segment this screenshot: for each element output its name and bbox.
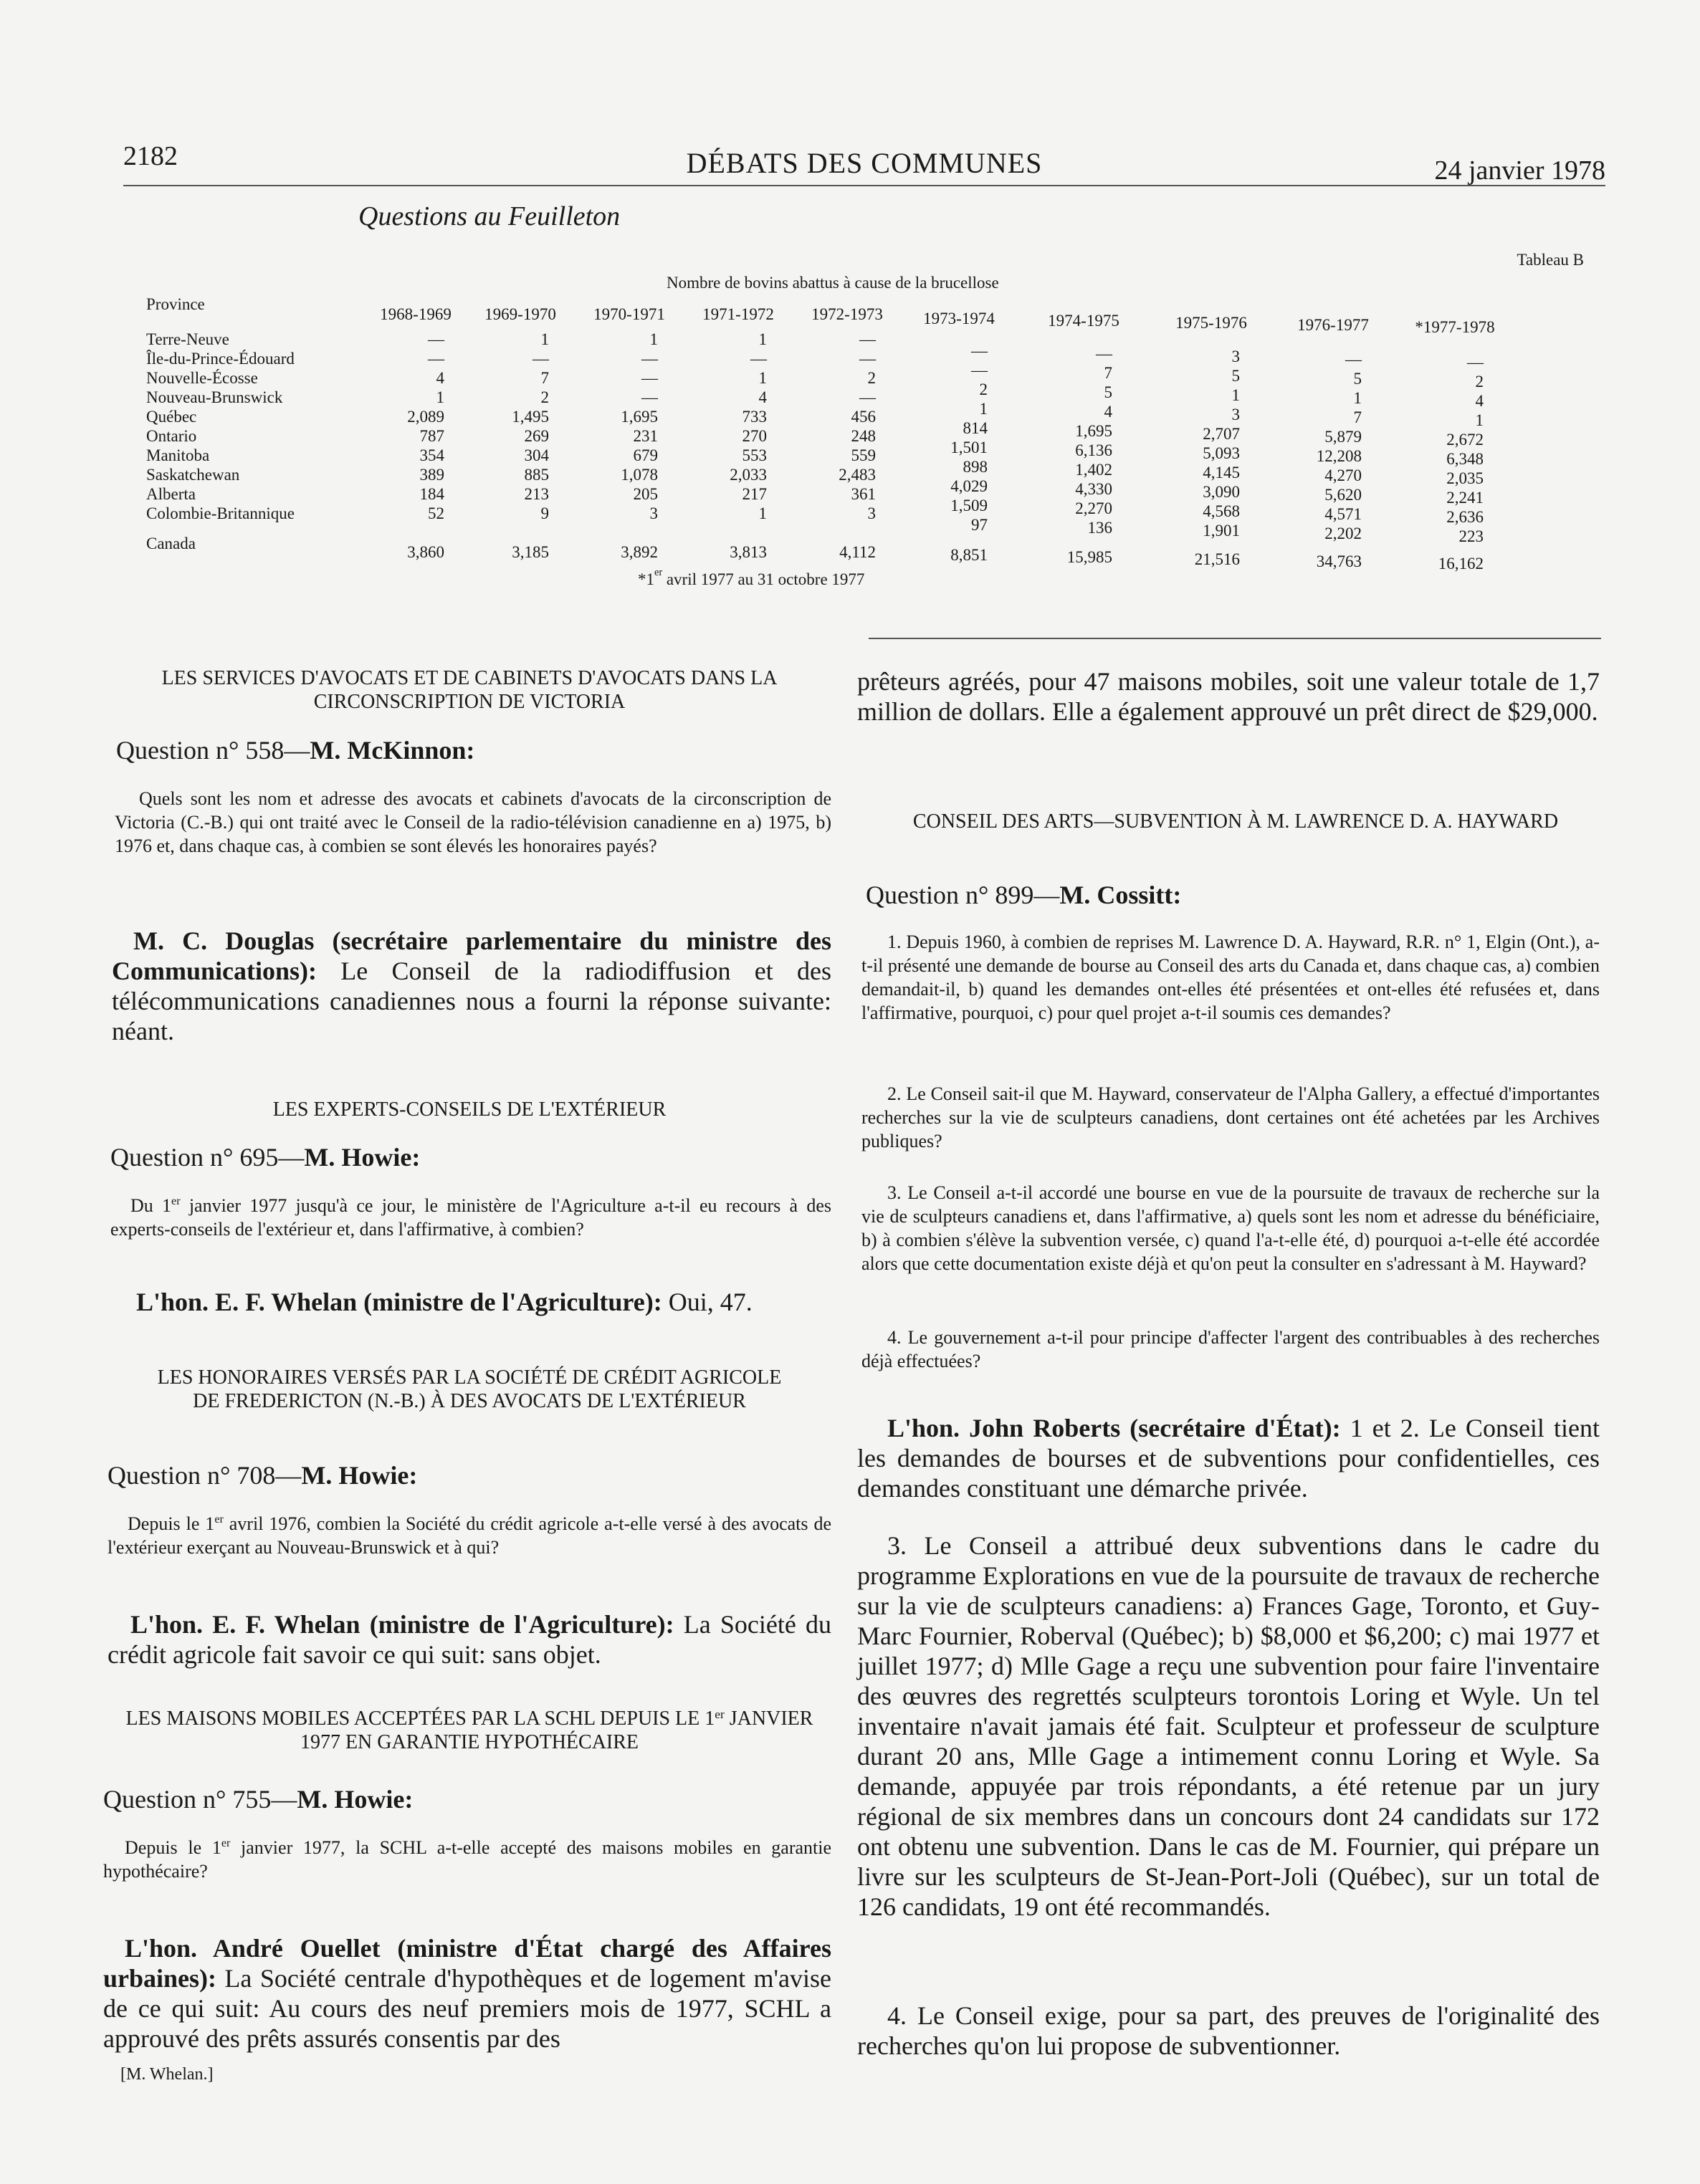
table-cell: 1,501 [950, 439, 988, 456]
section-experts-conseils [108, 1098, 831, 1121]
table-total: 4,112 [839, 543, 876, 561]
answer-text: 3. Le Conseil a attribué deux subventions dans le cadre du programme Explorations en vue de la poursuite de travaux de recherche sur la vie de sculpteurs canadiens: a) Frances Gage, Toronto, et Guy-Marc Fournier, Roberval (Québec); b) $8,000 et $6,200; c) mai 1977 et juillet 1977; d) Mlle Gage a reçu une subvention pour faire l'inventaire des œuvres des regrettés sculpteurs torontois Loring et Wyle. Un tel inventaire n'avait jamais été fait. Sculpteur et professeur de sculpture durant 20 ans, Mlle Gage a intimement connu Loring et Wyle. Sa demande, appuyée par trois répondants, a été retenue par un jury régional de six membres dans un concours dont 24 candidats sur 172 ont obtenu une subvention. Dans le cas de M. Fournier, qui prépare un livre sur les sculpteurs de St-Jean-Port-Joli (Québec), sur un total de 126 candidats, 19 ont été recommandés. [857, 1531, 1600, 1921]
question-number: Question n° 695— [110, 1143, 305, 1172]
question-899-p4 [861, 1326, 1600, 1373]
table-cell: 2 [979, 380, 988, 398]
year-header: 1970-1971 [593, 305, 665, 323]
table-cell: 4,145 [1203, 464, 1240, 482]
question-member: M. Howie: [297, 1785, 414, 1814]
answer-speaker: L'hon. André Ouellet (ministre d'État chargé des Affaires urbaines): [103, 1934, 831, 1993]
province-name: Québec [146, 408, 197, 426]
table-cell: 2 [540, 388, 549, 406]
table-cell: 2,483 [839, 466, 876, 484]
ordinal-sup: er [214, 1513, 224, 1526]
table-cell: 1,078 [621, 466, 658, 484]
table-cell: 4,568 [1203, 502, 1240, 520]
table-cell: 1,695 [1075, 422, 1112, 440]
table-cell: 2,636 [1446, 508, 1484, 526]
issue-date: 24 janvier 1978 [1434, 155, 1605, 186]
province-list [146, 330, 295, 523]
table-cell: 1 [436, 388, 444, 406]
table-cell: 2,707 [1203, 425, 1240, 443]
table-cell: — [428, 330, 444, 348]
table-cell: 559 [851, 446, 876, 464]
table-column [1283, 350, 1362, 543]
table-cell: 2,035 [1446, 469, 1484, 487]
year-header: 1971-1972 [702, 305, 774, 323]
table-cell: 1 [649, 330, 658, 348]
question-text: 2. Le Conseil sait-il que M. Hayward, conservateur de l'Alpha Gallery, a effectué d'importantes recherches sur la vie de sculpteurs canadiens, dont certaines ont été achetées par les Archives publiques? [861, 1083, 1600, 1151]
year-header: 1976-1977 [1297, 316, 1369, 334]
answer-558 [112, 926, 831, 1046]
table-cell: 2,202 [1324, 525, 1362, 542]
question-899-p1 [861, 930, 1600, 1025]
table-cell: 4 [758, 388, 767, 406]
province-name: Manitoba [146, 446, 210, 464]
table-cell: 184 [419, 485, 444, 503]
brucellosis-table [143, 244, 1584, 602]
table-cell: 361 [851, 485, 876, 503]
question-text-cont: janvier 1977 jusqu'à ce jour, le ministère de l'Agriculture a-t-il eu recours à des experts-conseils de l'extérieur et, dans l'affirmative, à combien? [110, 1195, 831, 1240]
publication-title: DÉBATS DES COMMUNES [686, 147, 1043, 179]
table-cell: — [533, 350, 549, 368]
answer-text: Oui, 47. [662, 1288, 753, 1316]
table-cell: — [859, 330, 876, 348]
table-cell: 3 [867, 504, 876, 522]
table-label: Tableau B [1517, 251, 1584, 269]
table-total: 3,860 [407, 543, 444, 561]
question-text: Depuis le 1 [128, 1513, 215, 1534]
table-cell: 3 [1231, 348, 1240, 365]
question-695 [110, 1142, 831, 1172]
table-cell: — [971, 361, 988, 379]
province-name: Saskatchewan [146, 466, 240, 484]
question-558-text [115, 787, 831, 858]
table-cell: — [641, 350, 658, 368]
province-name: Terre-Neuve [146, 330, 229, 348]
table-cell: 7 [1353, 408, 1362, 426]
table-cell: 4 [436, 369, 444, 387]
table-column [579, 330, 658, 523]
table-cell: 1,495 [512, 408, 549, 426]
section-title: LES MAISONS MOBILES ACCEPTÉES PAR LA SCHL DEPUIS LE 1 [125, 1708, 715, 1730]
question-text: Depuis le 1 [125, 1837, 221, 1858]
table-total: 34,763 [1316, 552, 1362, 570]
table-cell: 885 [524, 466, 549, 484]
table-cell: — [859, 350, 876, 368]
canada-label: Canada [146, 535, 196, 552]
table-cell: 5,093 [1203, 444, 1240, 462]
table-total: 3,813 [730, 543, 767, 561]
answer-899-part3 [857, 1531, 1600, 1922]
table-cell: 12,208 [1316, 447, 1362, 465]
year-header: 1972-1973 [811, 305, 883, 323]
answer-speaker: L'hon. E. F. Whelan (ministre de l'Agriculture): [136, 1288, 662, 1316]
answer-899 [857, 1413, 1600, 1503]
answer-speaker: M. C. Douglas (secrétaire parlementaire du ministre des Communications): [112, 926, 831, 985]
table-cell: 1 [540, 330, 549, 348]
ordinal-sup: er [171, 1195, 181, 1208]
table-cell: 136 [1087, 519, 1112, 537]
table-cell: 3 [649, 504, 658, 522]
table-cell: 1 [1353, 389, 1362, 407]
table-cell: 5 [1353, 370, 1362, 388]
section-title: LES EXPERTS-CONSEILS DE L'EXTÉRIEUR [272, 1098, 667, 1121]
table-cell: 1,402 [1075, 461, 1112, 479]
table-cell: 4,330 [1075, 480, 1112, 498]
table-column [1405, 353, 1484, 546]
question-text: 3. Le Conseil a-t-il accordé une bourse en vue de la poursuite de travaux de recherche sur la vie de sculpteurs canadiens et, dans l'affirmative, a) quels sont les nom et adresse du bénéficiaire, b) à combien s'élève la subvention versée, c) quand l'a-t-elle été, d) pourquoi a-t-elle été accordée alors que cette documentation existe déjà et qu'on peut la consulter en s'adressant à M. Hayward? [861, 1182, 1600, 1274]
table-cell: 2,672 [1446, 431, 1484, 449]
table-cell: 1 [758, 330, 767, 348]
question-755-text [103, 1836, 831, 1883]
table-cell: 213 [524, 485, 549, 503]
table-cell: 4,270 [1324, 466, 1362, 484]
table-cell: 814 [963, 419, 988, 437]
page-number: 2182 [123, 141, 178, 171]
table-cell: 223 [1458, 527, 1484, 545]
rubric: Questions au Feuilleton [358, 201, 621, 231]
table-cell: 1 [1231, 386, 1240, 404]
province-name: Alberta [146, 485, 196, 503]
answer-755-continued [857, 666, 1600, 727]
question-member: M. Howie: [304, 1143, 421, 1172]
table-cell: 2,241 [1446, 489, 1484, 507]
question-text: Quels sont les nom et adresse des avocats et cabinets d'avocats de la circonscription de Victoria (C.-B.) qui ont traité avec le Conseil de la radio-télévision canadienne en a) 1975, b) 1976 et, dans chaque cas, à combien se sont élevés les honoraires payés? [115, 788, 831, 856]
table-cell: 553 [742, 446, 767, 464]
question-member: M. Cossitt: [1059, 881, 1182, 909]
question-member: M. Howie: [301, 1461, 418, 1490]
table-cell: 1 [1475, 411, 1484, 429]
table-cell: — [971, 342, 988, 360]
question-899-p3 [861, 1181, 1600, 1275]
answer-text: 1 et 2. Le Conseil tient les demandes de bourses et de subventions pour confidentielles, ces demandes constituant une démarche privée. [857, 1414, 1600, 1503]
table-cell: — [750, 350, 767, 368]
table-cell: 4 [1475, 392, 1484, 410]
question-text: Du 1 [130, 1195, 172, 1216]
table-caption: Nombre de bovins abattus à cause de la brucellose [667, 274, 999, 292]
year-header: *1977-1978 [1415, 318, 1495, 336]
table-cell: 248 [851, 427, 876, 445]
answer-695 [136, 1287, 831, 1317]
footnote-sup: er [654, 567, 663, 579]
table-cell: 1,901 [1203, 522, 1240, 540]
table-column [366, 330, 444, 523]
table-total: 21,516 [1194, 550, 1240, 568]
year-header: 1974-1975 [1048, 312, 1119, 330]
table-cell: 2,033 [730, 466, 767, 484]
section-title: LES HONORAIRES VERSÉS PAR LA SOCIÉTÉ DE CRÉDIT AGRICOLE DE FREDERICTON (N.-B.) À DES AVOCATS DE L'EXTÉRIEUR [157, 1366, 782, 1412]
table-column [1033, 344, 1112, 537]
year-header: 1969-1970 [484, 305, 556, 323]
table-total: 8,851 [950, 546, 988, 564]
answer-899-part4 [857, 2001, 1600, 2061]
table-total: 3,892 [621, 543, 658, 561]
question-text-cont: janvier 1977, la SCHL a-t-elle accepté des maisons mobiles en garantie hypothécaire? [103, 1837, 832, 1882]
table-column [797, 330, 876, 523]
table-footnote [638, 567, 865, 589]
table-total: 15,985 [1066, 548, 1112, 566]
section-honoraires-sca [151, 1366, 788, 1413]
question-text: 4. Le gouvernement a-t-il pour principe d'affecter l'argent des contribuables à des recherches déjà effectuées? [861, 1327, 1600, 1371]
question-708 [108, 1460, 831, 1490]
table-cell: 5,620 [1324, 486, 1362, 504]
year-header: 1968-1969 [380, 305, 452, 323]
table-cell: 2,089 [407, 408, 444, 426]
question-number: Question n° 755— [103, 1785, 297, 1814]
section-title-cont: JANVIER 1977 EN GARANTIE HYPOTHÉCAIRE [300, 1708, 813, 1753]
table-cell: 217 [742, 485, 767, 503]
question-899 [866, 880, 1600, 910]
answer-text: 4. Le Conseil exige, pour sa part, des preuves de l'originalité des recherches qu'on lui propose de subventionner. [857, 2001, 1600, 2060]
question-text-cont: avril 1976, combien la Société du crédit agricole a-t-elle versé à des avocats de l'extérieur exerçant au Nouveau-Brunswick et à qui? [108, 1513, 832, 1558]
table-cell: 4 [1104, 403, 1112, 421]
year-header: 1975-1976 [1175, 314, 1247, 332]
table-cell: 456 [851, 408, 876, 426]
table-cell: 5 [1104, 383, 1112, 401]
question-755 [103, 1784, 831, 1814]
table-cell: 2 [1475, 373, 1484, 391]
year-header: 1973-1974 [923, 310, 995, 327]
table-cell: 9 [540, 504, 549, 522]
page-header [123, 140, 1605, 186]
header-rule [123, 185, 1605, 186]
question-708-text [108, 1512, 831, 1559]
table-cell: 3,090 [1203, 483, 1240, 501]
answer-text: Le Conseil de la radiodiffusion et des télécommunications canadiennes nous a fourni la réponse suivante: néant. [112, 957, 831, 1045]
province-name: Île-du-Prince-Édouard [146, 350, 295, 368]
ordinal-sup: er [715, 1707, 725, 1721]
footnote-text: avril 1977 au 31 octobre 1977 [662, 570, 865, 588]
table-total: 16,162 [1438, 555, 1484, 573]
table-cell: 304 [524, 446, 549, 464]
table-cell: 5,879 [1324, 428, 1362, 446]
answer-text: La Société du crédit agricole fait savoir ce qui suit: sans objet. [108, 1610, 831, 1669]
question-number: Question n° 708— [108, 1461, 302, 1490]
province-name: Ontario [146, 427, 197, 445]
table-cell: — [859, 388, 876, 406]
table-cell: 1 [979, 400, 988, 418]
question-member: M. McKinnon: [310, 736, 475, 765]
footnote-mark: *1 [638, 570, 654, 588]
question-695-text [110, 1194, 831, 1241]
table-cell: 4,029 [950, 477, 988, 495]
table-cell: — [641, 369, 658, 387]
table-cell: 2,270 [1075, 499, 1112, 517]
table-cell: 97 [971, 516, 988, 534]
section-conseil-des-arts [886, 810, 1585, 833]
table-cell: — [641, 388, 658, 406]
table-cell: 5 [1231, 367, 1240, 385]
table-cell: — [1345, 350, 1362, 368]
table-cell: 4,571 [1324, 505, 1362, 523]
question-text: 1. Depuis 1960, à combien de reprises M. Lawrence D. A. Hayward, R.R. n° 1, Elgin (Ont.), a-t-il présenté une demande de bourse au Conseil des arts du Canada et, dans chaque cas, a) combien demandait-il, b) quand les demandes ont-elles été présentées et ont-elles été refusées et, dans l'affirmative, pourquoi, c) pour quel projet a-t-il soumis ces demandes? [861, 931, 1600, 1023]
table-cell: 1,695 [621, 408, 658, 426]
section-title: LES SERVICES D'AVOCATS ET DE CABINETS D'AVOCATS DANS LA CIRCONSCRIPTION DE VICTORIA [161, 667, 778, 713]
table-column [1161, 347, 1240, 540]
answer-speaker: L'hon. John Roberts (secrétaire d'État): [887, 1414, 1341, 1442]
province-header: Province [146, 295, 205, 313]
table-cell: 7 [540, 369, 549, 387]
section-maisons-mobiles [108, 1707, 831, 1754]
table-cell: — [1096, 345, 1112, 363]
table-column [688, 330, 767, 523]
answer-text: prêteurs agréés, pour 47 maisons mobiles, soit une valeur totale de 1,7 million de dollars. Elle a également approuvé un prêt direct de $29,000. [857, 667, 1600, 726]
section-avocats-victoria [108, 666, 831, 714]
table-cell: 389 [419, 466, 444, 484]
table-cell: 205 [633, 485, 658, 503]
table-cell: 231 [633, 427, 658, 445]
table-cell: 269 [524, 427, 549, 445]
table-column [470, 330, 549, 523]
column-rule [869, 638, 1601, 639]
question-number: Question n° 558— [116, 736, 310, 765]
table-cell: 2 [867, 369, 876, 387]
table-cell: 733 [742, 408, 767, 426]
table-cell: 1 [758, 369, 767, 387]
province-name: Nouvelle-Écosse [146, 369, 258, 387]
answer-text: La Société centrale d'hypothèques et de logement m'avise de ce qui suit: Au cours des neuf premiers mois de 1977, SCHL a approuvé des prêts assurés consentis par des [103, 1964, 831, 2053]
answer-755 [103, 1933, 831, 2054]
table-cell: 787 [419, 427, 444, 445]
table-cell: — [1467, 353, 1484, 371]
table-cell: 1,509 [950, 497, 988, 514]
table-cell: 3 [1231, 406, 1240, 423]
table-cell: 7 [1104, 364, 1112, 382]
table-cell: 6,348 [1446, 450, 1484, 468]
table-cell: 52 [428, 504, 444, 522]
ordinal-sup: er [221, 1837, 231, 1850]
answer-708 [108, 1609, 831, 1670]
table-column [909, 341, 988, 535]
table-cell: 1 [758, 504, 767, 522]
table-cell: 270 [742, 427, 767, 445]
table-cell: 354 [419, 446, 444, 464]
question-558 [116, 735, 831, 765]
table-cell: 898 [963, 458, 988, 476]
question-899-p2 [861, 1082, 1600, 1153]
province-name: Colombie-Britannique [146, 504, 295, 522]
answer-speaker: L'hon. E. F. Whelan (ministre de l'Agriculture): [130, 1610, 674, 1639]
table-cell: 6,136 [1075, 441, 1112, 459]
section-title: CONSEIL DES ARTS—SUBVENTION À M. LAWRENCE D. A. HAYWARD [912, 810, 1559, 833]
table-cell: — [428, 350, 444, 368]
province-name: Nouveau-Brunswick [146, 388, 283, 406]
table-cell: 679 [633, 446, 658, 464]
question-number: Question n° 899— [866, 881, 1060, 909]
table-total: 3,185 [512, 543, 549, 561]
footer-tag: [M. Whelan.] [120, 2065, 214, 2084]
